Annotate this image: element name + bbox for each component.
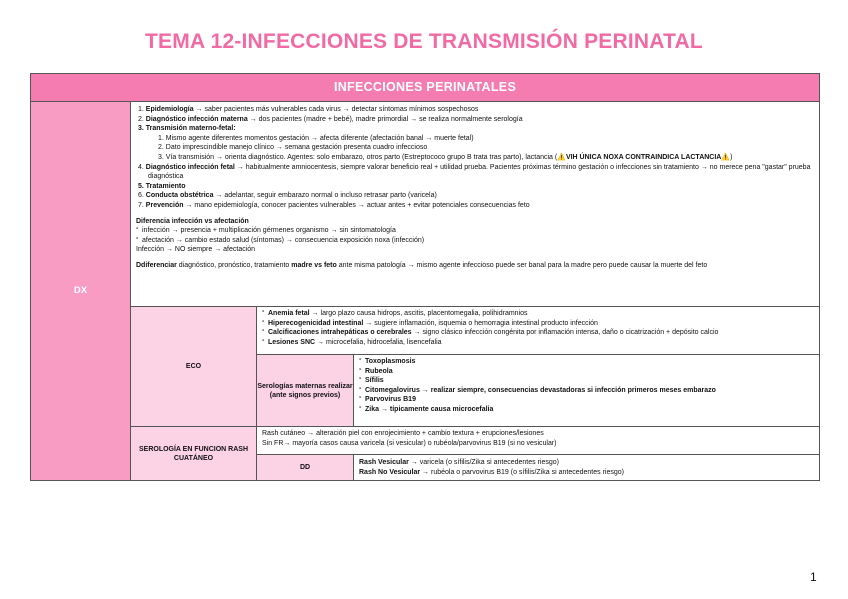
serologias-label: Serologías maternas realizar (ante signos previos) bbox=[257, 355, 354, 427]
list-item: - Parvovirus B19 bbox=[359, 395, 815, 405]
diff-title: Diferencia infección vs afectación bbox=[136, 217, 249, 225]
list-item: - Toxoplasmosis bbox=[359, 357, 815, 367]
sub-list-item: 3. Vía transmisión → orienta diagnóstico. Agentes: solo embarazo, otros parto (Estreptococo grupo B trata tras parto), lactancia (⚠️VIH ÚNICA NOXA CONTRAINDICA LACTANCIA⚠️) bbox=[158, 153, 733, 161]
dd-content bbox=[354, 455, 820, 481]
list-item: 6. Conducta obstétrica → adelantar, seguir embarazo normal o incluso retrasar parto (varicela) bbox=[138, 192, 437, 200]
serologias-content bbox=[354, 355, 820, 427]
warning-icon: ⚠️ bbox=[721, 153, 731, 161]
dd-label: DD bbox=[257, 455, 354, 481]
eco-content bbox=[257, 307, 820, 355]
list-item: - Lesiones SNC → microcefalia, hidrocefalia, lisencefalia bbox=[262, 338, 815, 348]
list-item: - Anemia fetal → largo plazo causa hidrops, ascitis, placentomegalia, polihidramnios bbox=[262, 309, 815, 319]
eco-label: ECO bbox=[131, 307, 257, 427]
dd-sentence: Ddiferenciar diagnóstico, pronóstico, tratamiento madre vs feto ante misma patología → mismo agente infeccioso puede ser banal para la madre pero puede causar la muerte del feto bbox=[136, 261, 708, 269]
warning-icon: ⚠️ bbox=[557, 153, 566, 161]
list-item: Rash Vesicular → varicela (o sífilis/Zika si antecedentes riesgo) bbox=[359, 458, 559, 466]
rash-content bbox=[257, 427, 820, 455]
list-item: - Hiperecogenicidad intestinal → sugiere inflamación, isquemia o hemorragia intestinal producto infección bbox=[262, 319, 815, 329]
diff-note: Infección → NO siempre → afectación bbox=[136, 246, 256, 254]
table-header: INFECCIONES PERINATALES bbox=[31, 74, 820, 102]
list-item: 1. Epidemiología → saber pacientes más vulnerables cada virus → detectar síntomas mínimos sospechosos bbox=[138, 106, 479, 113]
diff-list bbox=[136, 226, 814, 245]
page-title: TEMA 12-INFECCIONES DE TRANSMISIÓN PERINATAL bbox=[145, 30, 703, 53]
perinatal-table bbox=[30, 73, 819, 481]
list-item: - Citomegalovirus → realizar siempre, consecuencias devastadoras si infección primeros meses embarazo bbox=[359, 386, 815, 396]
list-item: - Rubeola bbox=[359, 367, 815, 377]
list-item: 3. Transmisión materno-fetal: bbox=[138, 125, 236, 133]
list-item: - Sífilis bbox=[359, 376, 815, 386]
numbered-list-1 bbox=[136, 105, 814, 211]
dx-label: DX bbox=[31, 102, 131, 481]
list-item: 4. Diagnóstico infección fetal → habitualmente amniocentesis, siempre valorar beneficio real + utilidad prueba. Pacientes próximas término gestación o infecciones sin tratamiento → no merece pena "gastar" prueba diagnóstica bbox=[138, 163, 811, 181]
list-item: Rash No Vesicular → rubéola o parvovirus B19 (o sífilis/Zika si antecedentes riesgo) bbox=[359, 468, 624, 476]
sub-list-item: 1. Mismo agente diferentes momentos gestación → afecta diferente (afectación banal → muerte fetal) bbox=[158, 134, 474, 142]
rash-line: Rash cutáneo → alteración piel con enrojecimiento + cambio textura + erupciones/lesiones bbox=[262, 430, 544, 437]
list-item: 2. Diagnóstico infección materna → dos pacientes (madre + bebé), madre primordial → se realiza normalmente serología bbox=[138, 115, 523, 123]
list-item: 7. Prevención → mano epidemiología, conocer pacientes vulnerables → actuar antes + evitar potenciales consecuencias feto bbox=[138, 201, 530, 209]
list-item: - Calcificaciones intrahepáticas o cerebrales → signo clásico infección congénita por inflamación intensa, daño o cicatrización + depósito calcio bbox=[262, 328, 815, 338]
sub-list-item: 2. Dato imprescindible manejo clínico → semana gestación presenta cuadro infeccioso bbox=[158, 144, 428, 152]
list-item: - Zika → típicamente causa microcefalia bbox=[359, 405, 815, 415]
rash-label: SEROLOGÍA EN FUNCION RASH CUATÁNEO bbox=[131, 427, 257, 481]
page-number: 1 bbox=[810, 570, 817, 584]
list-item: - infección → presencia + multiplicación gérmenes organismo → sin sintomatología bbox=[136, 226, 814, 236]
rash-line: Sin FR→ mayoría casos causa varicela (si vesicular) o rubéola/parvovirus B19 (si no vesicular) bbox=[262, 439, 557, 447]
list-item: 5. Tratamiento bbox=[138, 182, 186, 190]
dx-main-content bbox=[131, 102, 820, 307]
list-item: - afectación → cambio estado salud (síntomas) → consecuencia exposición noxa (infección) bbox=[136, 236, 814, 246]
